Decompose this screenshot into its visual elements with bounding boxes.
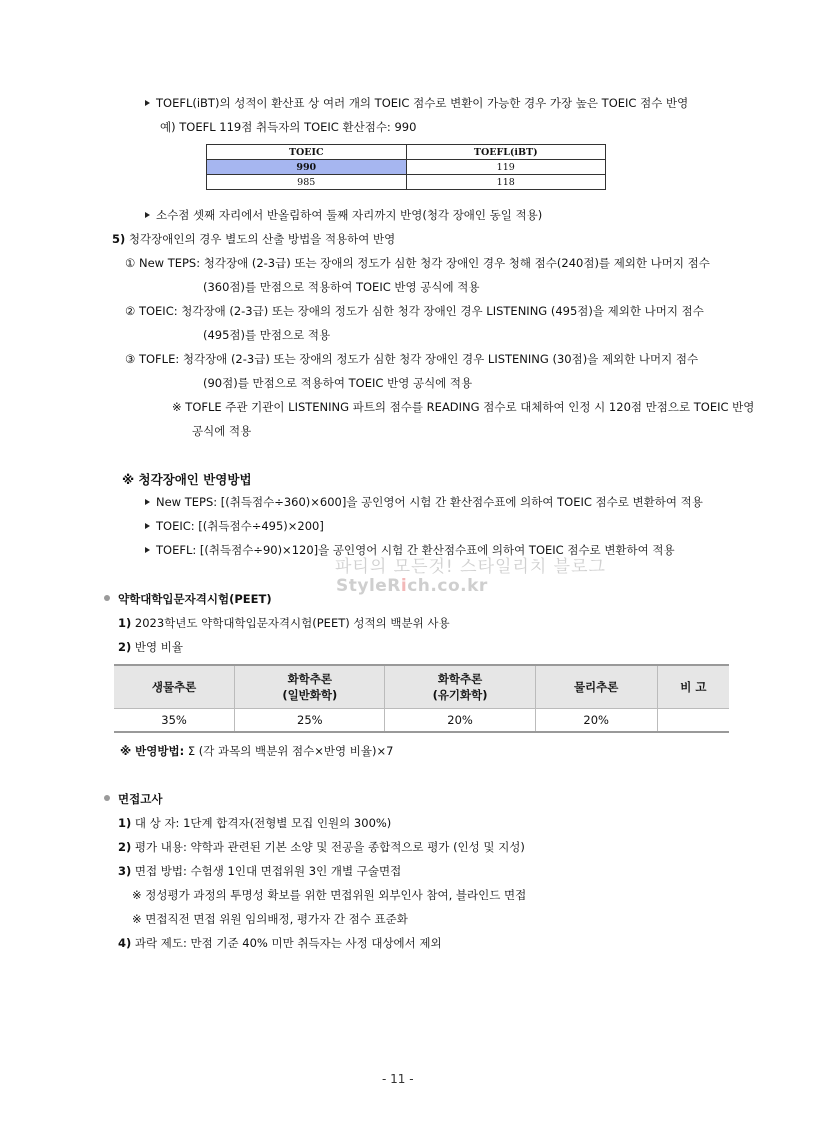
hearing-sub-1-line-2: (360점)를 만점으로 적용하여 TOEIC 반영 공식에 적용 (203, 280, 480, 294)
triangle-bullet-icon (145, 499, 150, 505)
interview-item-2: 2) 평가 내용: 약학과 관련된 기본 소양 및 전공을 종합적으로 평가 (인성 및 지성) (118, 840, 525, 854)
circle-bullet-icon (104, 595, 110, 601)
table-cell (657, 709, 729, 733)
triangle-bullet-icon (145, 212, 150, 218)
table-header-toeic: TOEIC (207, 145, 407, 160)
circle-bullet-icon (104, 795, 110, 801)
peet-ratio-table (114, 664, 729, 733)
triangle-bullet-icon (145, 100, 150, 106)
table-header-general-chemistry: 화학추론 (일반화학) (235, 665, 385, 709)
toefl-bullet-2: 소수점 셋째 자리에서 반올림하여 둘째 자리까지 반영(청각 장애인 동일 적용) (145, 207, 542, 223)
triangle-bullet-icon (145, 523, 150, 529)
table-header-toefl: TOEFL(iBT) (406, 145, 606, 160)
interview-heading: 면접고사 (104, 791, 162, 807)
interview-item-4: 4) 과락 제도: 만점 기준 40% 미만 취득자는 사정 대상에서 제외 (118, 936, 442, 950)
peet-item-1: 1) 2023학년도 약학대학입문자격시험(PEET) 성적의 백분위 사용 (118, 616, 450, 630)
table-header-biology: 생물추론 (114, 665, 235, 709)
hearing-sub-2-line-2: (495점)를 만점으로 적용 (203, 328, 331, 342)
interview-note-2: ※ 면접직전 면접 위원 임의배정, 평가자 간 점수 표준화 (132, 912, 408, 926)
watermark-text: 파티의 모든것! 스타일리치 블로그 (335, 557, 606, 577)
interview-note-1: ※ 정성평가 과정의 투명성 확보를 위한 면접위원 외부인사 참여, 블라인드 면접 (132, 888, 527, 902)
page-number: - 11 - (382, 1072, 414, 1086)
table-row (207, 160, 606, 175)
method-bullet-toefl: TOEFL: [(취득점수÷90)×120]을 공인영어 시험 간 환산점수표에 의하여 TOEIC 점수로 변환하여 적용 (145, 542, 675, 558)
table-cell: 118 (406, 175, 606, 190)
table-cell: 35% (114, 709, 235, 733)
interview-item-1: 1) 대 상 자: 1단계 합격자(전형별 모집 인원의 300%) (118, 816, 392, 830)
peet-heading: 약학대학입문자격시험(PEET) (104, 591, 272, 607)
hearing-sub-1-line-1: ① New TEPS: 청각장애 (2-3급) 또는 장애의 정도가 심한 청각 장애인 경우 청해 점수(240점)를 제외한 나머지 점수 (125, 256, 710, 270)
table-header-remarks: 비 고 (657, 665, 729, 709)
table-cell: 990 (207, 160, 407, 175)
table-header-organic-chemistry: 화학추론 (유기화학) (385, 665, 535, 709)
table-cell: 25% (235, 709, 385, 733)
hearing-item-5: 5) 청각장애인의 경우 별도의 산출 방법을 적용하여 반영 (112, 232, 396, 246)
hearing-sub-3-line-2: (90점)를 만점으로 적용하여 TOEIC 반영 공식에 적용 (203, 376, 473, 390)
table-cell: 20% (385, 709, 535, 733)
peet-item-2: 2) 반영 비율 (118, 640, 184, 654)
table-row (207, 175, 606, 190)
triangle-bullet-icon (145, 547, 150, 553)
table-cell: 119 (406, 160, 606, 175)
table-header-row (114, 665, 729, 709)
table-cell: 985 (207, 175, 407, 190)
table-header-physics: 물리추론 (535, 665, 657, 709)
peet-method: ※ 반영방법: Σ (각 과목의 백분위 점수×반영 비율)×7 (120, 744, 394, 758)
table-header-row (207, 145, 606, 160)
hearing-method-heading: ※ 청각장애인 반영방법 (122, 472, 252, 487)
method-bullet-toeic: TOEIC: [(취득점수÷495)×200] (145, 518, 324, 534)
watermark-url: StyleRich.co.kr (336, 576, 488, 596)
table-row (114, 709, 729, 733)
hearing-note-line-1: ※ TOFLE 주관 기관이 LISTENING 파트의 점수를 READING 점수로 대체하여 인정 시 120점 만점으로 TOEIC 반영 (172, 400, 755, 414)
toefl-bullet-1: TOEFL(iBT)의 성적이 환산표 상 여러 개의 TOEIC 점수로 변환이 가능한 경우 가장 높은 TOEIC 점수 반영 (145, 95, 688, 111)
interview-item-3: 3) 면접 방법: 수험생 1인대 면접위원 3인 개별 구술면접 (118, 864, 402, 878)
hearing-sub-2-line-1: ② TOEIC: 청각장애 (2-3급) 또는 장애의 정도가 심한 청각 장애인 경우 LISTENING (495점)을 제외한 나머지 점수 (125, 304, 704, 318)
method-bullet-new-teps: New TEPS: [(취득점수÷360)×600]을 공인영어 시험 간 환산점수표에 의하여 TOEIC 점수로 변환하여 적용 (145, 494, 703, 510)
table-cell: 20% (535, 709, 657, 733)
hearing-note-line-2: 공식에 적용 (192, 424, 252, 438)
toefl-example: 예) TOEFL 119점 취득자의 TOEIC 환산점수: 990 (160, 120, 417, 134)
toeic-toefl-table (206, 144, 606, 190)
hearing-sub-3-line-1: ③ TOFLE: 청각장애 (2-3급) 또는 장애의 정도가 심한 청각 장애인 경우 LISTENING (30점)을 제외한 나머지 점수 (125, 352, 699, 366)
